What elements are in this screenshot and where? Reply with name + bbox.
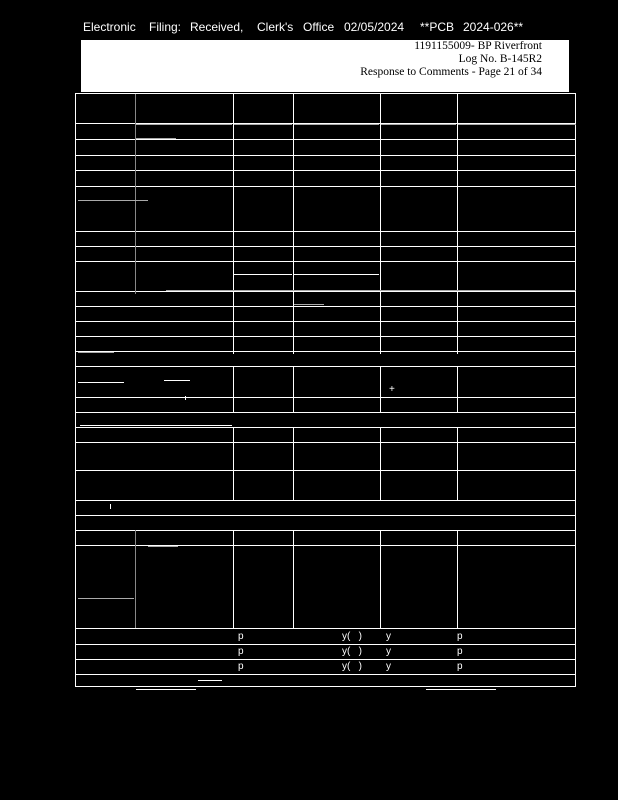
table-row-divider xyxy=(76,500,575,501)
table-column-divider xyxy=(457,94,458,354)
table-row-divider xyxy=(76,427,575,428)
table-row-divider xyxy=(76,366,575,367)
electronic-filing-banner xyxy=(0,16,618,38)
scan-residue-tick xyxy=(110,504,111,509)
table-row-divider xyxy=(76,336,575,337)
scan-residue-line xyxy=(234,124,292,125)
row-c-col2: y( ) xyxy=(342,661,362,672)
row-a-col1: p xyxy=(238,631,244,642)
table-row-divider xyxy=(76,246,575,247)
table-column-divider xyxy=(293,94,294,354)
scan-residue-line xyxy=(78,200,148,201)
table-column-divider xyxy=(233,366,234,412)
row-c-col4: p xyxy=(457,661,463,672)
scan-residue-line xyxy=(78,352,114,353)
table-column-divider xyxy=(233,530,234,628)
scan-residue-line xyxy=(294,304,324,305)
table-row-divider xyxy=(76,515,575,516)
table-column-divider xyxy=(380,530,381,628)
scan-residue-line xyxy=(80,442,136,443)
scan-residue-line xyxy=(148,546,178,547)
scan-residue-line xyxy=(381,124,456,125)
table-row-divider xyxy=(76,155,575,156)
row-b-col4: p xyxy=(457,646,463,657)
scan-residue-line xyxy=(426,689,496,690)
table-row-divider xyxy=(76,628,575,629)
table-column-divider xyxy=(380,366,381,412)
table-row-divider xyxy=(76,397,575,398)
scan-residue-line xyxy=(164,380,190,381)
table-column-divider xyxy=(457,366,458,412)
header-page-reference: Response to Comments - Page 21 of 34 xyxy=(360,66,542,78)
scan-residue-tick xyxy=(185,396,186,400)
scan-residue-line xyxy=(294,124,379,125)
scan-residue-line xyxy=(136,138,176,139)
banner-word-clerks: Clerk's xyxy=(257,20,294,34)
response-table xyxy=(75,93,576,687)
table-column-divider xyxy=(457,427,458,500)
scan-residue-line xyxy=(136,689,196,690)
scan-residue-line xyxy=(78,598,134,599)
table-column-divider xyxy=(293,366,294,412)
table-row-divider xyxy=(76,231,575,232)
banner-case-number: 2024-026** xyxy=(463,20,524,34)
table-row-divider xyxy=(76,261,575,262)
banner-case-prefix: **PCB xyxy=(420,20,455,34)
row-a-col4: p xyxy=(457,631,463,642)
table-row-divider xyxy=(76,674,575,675)
scan-residue-line xyxy=(198,680,222,681)
table-row-divider xyxy=(76,186,575,187)
banner-word-received: Received, xyxy=(190,20,244,34)
table-row-divider xyxy=(76,644,575,645)
table-row-divider xyxy=(76,412,575,413)
scan-residue-line xyxy=(458,124,576,125)
scan-residue-line xyxy=(166,290,576,291)
table-column-divider xyxy=(380,427,381,500)
scan-residue-line xyxy=(234,470,292,471)
plus-mark: + xyxy=(389,384,395,395)
banner-word-electronic: Electronic xyxy=(83,20,136,34)
row-b-col3: y xyxy=(386,646,391,657)
table-row-divider xyxy=(76,351,575,352)
scan-residue-line xyxy=(80,425,232,426)
scan-residue-line xyxy=(136,124,232,125)
header-facility-id: 1191155009- BP Riverfront xyxy=(414,40,542,52)
scan-residue-line xyxy=(381,470,419,471)
document-header xyxy=(81,40,569,92)
scan-residue-line xyxy=(234,274,292,275)
row-a-col3: y xyxy=(386,631,391,642)
table-column-divider xyxy=(233,427,234,500)
table-column-divider xyxy=(293,427,294,500)
row-b-col2: y( ) xyxy=(342,646,362,657)
row-b-col1: p xyxy=(238,646,244,657)
banner-word-office: Office xyxy=(303,20,335,34)
banner-date: 02/05/2024 xyxy=(344,20,405,34)
row-c-col3: y xyxy=(386,661,391,672)
table-row-divider xyxy=(76,659,575,660)
table-row-divider xyxy=(76,442,575,443)
row-a-col2: y( ) xyxy=(342,631,362,642)
banner-word-filing: Filing: xyxy=(149,20,182,34)
scan-residue-line xyxy=(294,470,379,471)
scan-residue-line xyxy=(78,382,124,383)
header-log-number: Log No. B-145R2 xyxy=(458,53,542,65)
table-row-divider xyxy=(76,139,575,140)
table-row-divider xyxy=(76,170,575,171)
scan-residue-line xyxy=(294,274,379,275)
table-column-divider xyxy=(293,530,294,628)
scan-residue-line xyxy=(226,530,576,531)
table-row-divider xyxy=(76,291,575,292)
table-row-divider xyxy=(76,321,575,322)
table-column-divider xyxy=(380,94,381,354)
table-column-divider xyxy=(457,530,458,628)
table-column-divider xyxy=(233,94,234,354)
table-row-divider xyxy=(76,306,575,307)
table-faint-divider xyxy=(135,530,136,628)
row-c-col1: p xyxy=(238,661,244,672)
